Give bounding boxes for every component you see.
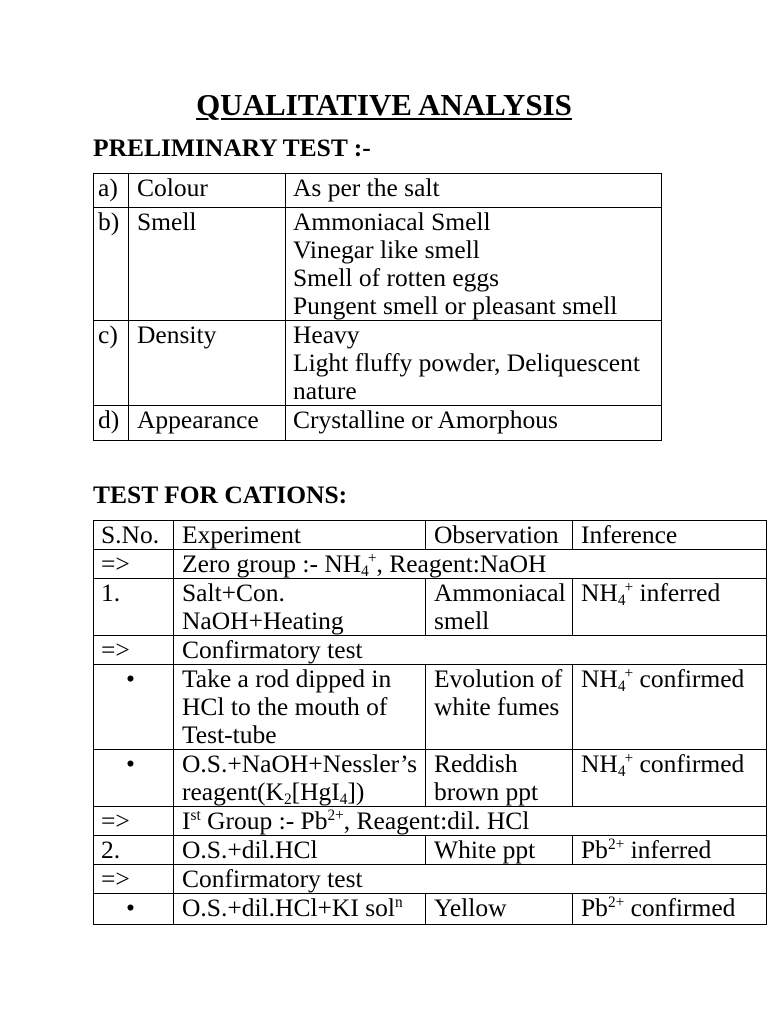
- text-segment: Confirmatory test: [182, 864, 363, 893]
- subscript: 4: [617, 762, 626, 780]
- result-cell: [286, 208, 662, 321]
- bullet-marker: •: [94, 894, 174, 925]
- result-line: Crystalline or Amorphous: [293, 405, 558, 434]
- superscript: 2+: [327, 806, 344, 824]
- group-text: [174, 807, 767, 836]
- table-row: [94, 579, 767, 636]
- observation-cell: Yellow: [426, 894, 573, 925]
- experiment-cell: Take a rod dipped in HCl to the mouth of Test-tube: [174, 665, 426, 750]
- observation-cell: Evolution of white fumes: [426, 665, 573, 750]
- superscript: st: [190, 806, 201, 824]
- header-sno: S.No.: [94, 521, 174, 550]
- table-row: [94, 836, 767, 865]
- cations-table: [93, 520, 767, 925]
- row-label: c): [94, 321, 129, 406]
- group-text: [174, 550, 767, 579]
- table-row: [94, 208, 662, 321]
- result-line: Vinegar like smell: [293, 235, 480, 264]
- inference-cell: [573, 665, 767, 750]
- group-row: [94, 865, 767, 894]
- result-cell: [286, 321, 662, 406]
- property-cell: Colour: [129, 174, 286, 208]
- table-header-row: [94, 521, 767, 550]
- text-segment: NH: [581, 578, 618, 607]
- experiment-cell: [174, 894, 426, 925]
- row-label: a): [94, 174, 129, 208]
- text-segment: confirmed: [633, 749, 745, 778]
- header-inference: Inference: [573, 521, 767, 550]
- text-segment: confirmed: [624, 893, 736, 922]
- arrow-marker: =>: [94, 550, 174, 579]
- subscript: 2: [283, 790, 292, 808]
- observation-cell: White ppt: [426, 836, 573, 865]
- table-row: [94, 750, 767, 807]
- bullet-marker: •: [94, 750, 174, 807]
- bullet-marker: •: [94, 665, 174, 750]
- text-segment: inferred: [633, 578, 721, 607]
- table-row: [94, 894, 767, 925]
- text-segment: Pb: [581, 893, 608, 922]
- text-segment: Confirmatory test: [182, 635, 363, 664]
- subscript: 4: [339, 790, 348, 808]
- table-row: [94, 665, 767, 750]
- serial-number: 2.: [94, 836, 174, 865]
- test-for-cations-heading: TEST FOR CATIONS:: [93, 480, 348, 509]
- result-cell: [286, 406, 662, 441]
- text-segment: I: [182, 806, 191, 835]
- text-segment: confirmed: [633, 664, 745, 693]
- result-line: Pungent smell or pleasant smell: [293, 291, 618, 320]
- arrow-marker: =>: [94, 636, 174, 665]
- text-segment: [HgI: [291, 777, 340, 806]
- observation-cell: Ammoniacal smell: [426, 579, 573, 636]
- preliminary-test-heading: PRELIMINARY TEST :-: [93, 133, 371, 162]
- superscript: 2+: [607, 835, 625, 853]
- group-row: [94, 807, 767, 836]
- result-line: Light fluffy powder, Deliquescent nature: [293, 348, 640, 405]
- result-line: Heavy: [293, 320, 360, 349]
- serial-number: 1.: [94, 579, 174, 636]
- experiment-cell: [174, 750, 426, 807]
- row-label: b): [94, 208, 129, 321]
- observation-cell: Reddish brown ppt: [426, 750, 573, 807]
- subscript: 4: [617, 677, 626, 695]
- table-row: [94, 174, 662, 208]
- header-experiment: Experiment: [174, 521, 426, 550]
- superscript: n: [394, 893, 403, 911]
- superscript: +: [624, 749, 634, 767]
- result-line: Ammoniacal Smell: [293, 207, 491, 236]
- inference-cell: [573, 894, 767, 925]
- text-segment: , Reagent:dil. HCl: [343, 806, 530, 835]
- text-segment: O.S.+dil.HCl+KI sol: [182, 893, 395, 922]
- group-text: [174, 865, 767, 894]
- row-label: d): [94, 406, 129, 441]
- text-segment: Group :- Pb: [200, 806, 328, 835]
- text-segment: O.S.+NaOH+Nessler’s reagent(K: [182, 749, 418, 806]
- property-cell: Density: [129, 321, 286, 406]
- preliminary-test-table: [93, 173, 662, 441]
- table-row: [94, 406, 662, 441]
- group-text: [174, 636, 767, 665]
- superscript: 2+: [607, 893, 625, 911]
- text-segment: NH: [581, 664, 618, 693]
- text-segment: Pb: [581, 835, 608, 864]
- superscript: +: [624, 578, 634, 596]
- arrow-marker: =>: [94, 807, 174, 836]
- subscript: 4: [361, 562, 369, 580]
- group-row: [94, 636, 767, 665]
- text-segment: ]): [347, 777, 365, 806]
- result-line: Smell of rotten eggs: [293, 263, 500, 292]
- superscript: +: [367, 549, 377, 567]
- table-row: [94, 321, 662, 406]
- text-segment: , Reagent:NaOH: [376, 549, 547, 578]
- page-title: QUALITATIVE ANALYSIS: [196, 87, 572, 122]
- arrow-marker: =>: [94, 865, 174, 894]
- experiment-cell: Salt+Con. NaOH+Heating: [174, 579, 426, 636]
- inference-cell: [573, 750, 767, 807]
- result-cell: [286, 174, 662, 208]
- group-row: [94, 550, 767, 579]
- property-cell: Smell: [129, 208, 286, 321]
- text-segment: Zero group :- NH: [182, 549, 362, 578]
- text-segment: inferred: [624, 835, 712, 864]
- superscript: +: [624, 664, 634, 682]
- experiment-cell: O.S.+dil.HCl: [174, 836, 426, 865]
- inference-cell: [573, 579, 767, 636]
- subscript: 4: [617, 591, 626, 609]
- header-observation: Observation: [426, 521, 573, 550]
- inference-cell: [573, 836, 767, 865]
- property-cell: Appearance: [129, 406, 286, 441]
- text-segment: NH: [581, 749, 618, 778]
- result-line: As per the salt: [293, 173, 440, 202]
